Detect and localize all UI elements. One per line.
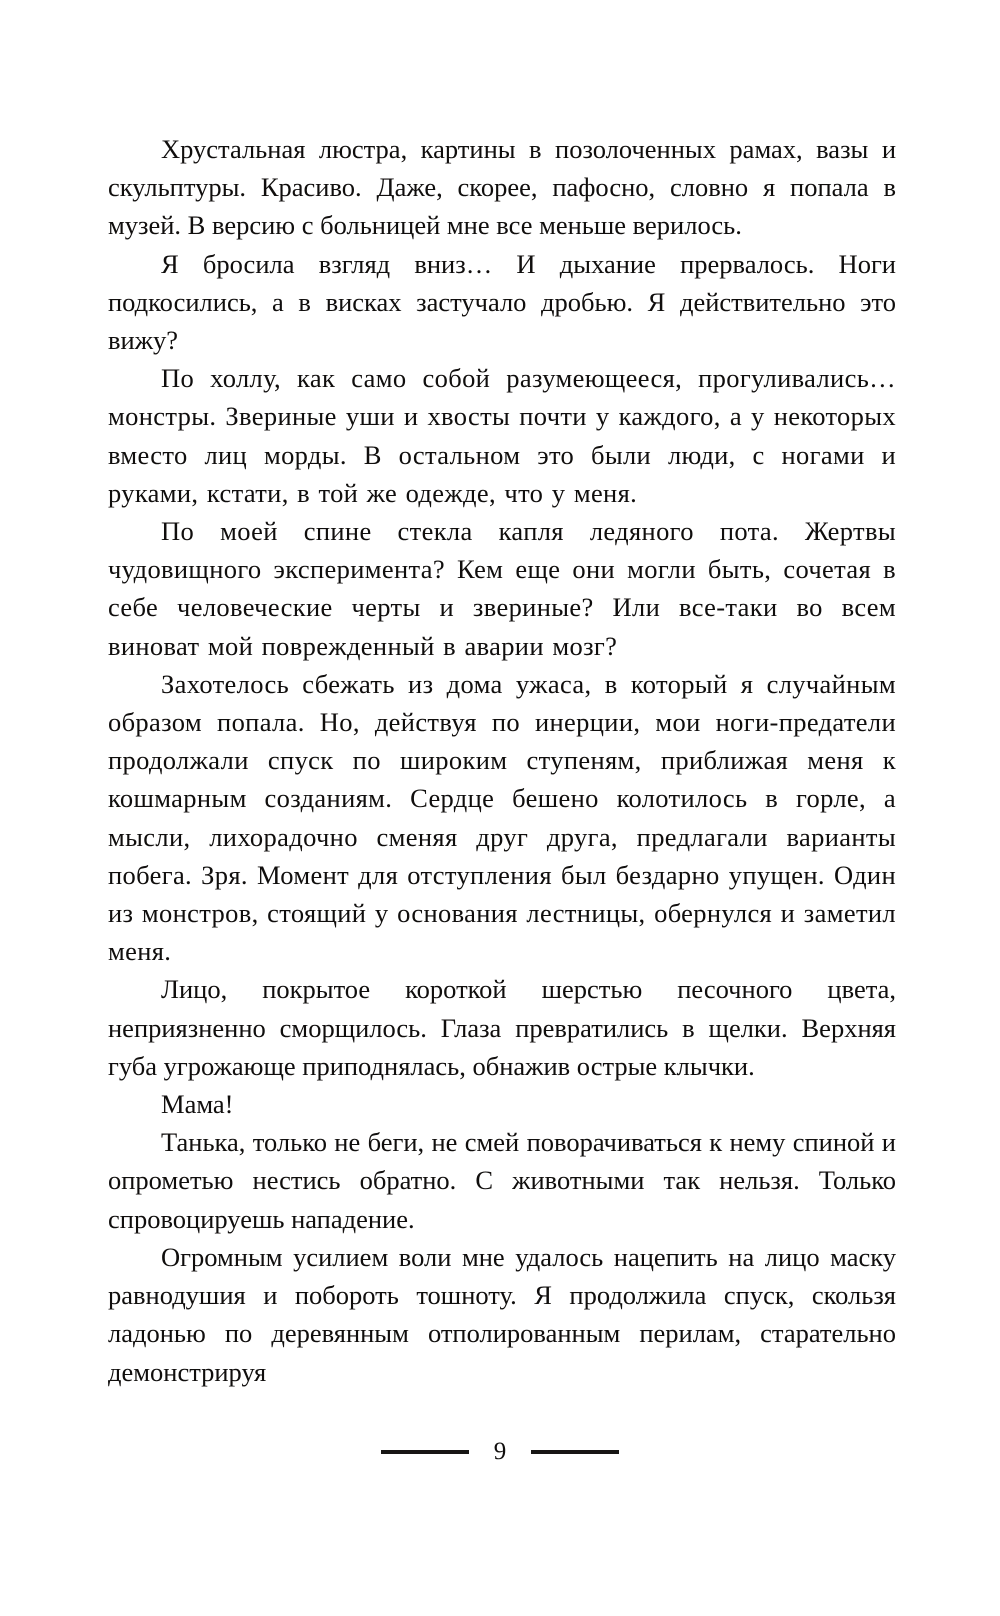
footer-rule-right: [531, 1450, 619, 1454]
paragraph: Мама!: [161, 1089, 234, 1120]
page-footer: [0, 1432, 1000, 1472]
footer-rule-left: [381, 1450, 469, 1454]
paragraph: По холлу, как само собой разумеющееся, прогуливались… монстры. Звериные уши и хвосты почти у каждого, а у некоторых вместо лиц морды. В остальном это были люди, с ногами и руками, кстати, в той же одежде, что у меня.: [108, 363, 896, 508]
paragraph: Хрустальная люстра, картины в позолоченных рамах, вазы и скульптуры. Красиво. Даже, скорее, пафосно, словно я попала в музей. В версию с больницей мне все меньше верилось.: [108, 134, 896, 241]
paragraph: Танька, только не беги, не смей поворачиваться к нему спиной и опрометью нестись обратно. С животными так нельзя. Только спровоцируешь нападение.: [108, 1127, 896, 1234]
paragraph: Захотелось сбежать из дома ужаса, в который я случайным образом попала. Но, действуя по инерции, мои ноги-предатели продолжали спуск по широким ступеням, приближая меня к кошмарным созданиям. Сердце бешено колотилось в горле, а мысли, лихорадочно сменяя друг друга, предлагали варианты побега. Зря. Момент для отступления был бездарно упущен. Один из монстров, стоящий у основания лестницы, обернулся и заметил меня.: [108, 668, 896, 967]
page-body-text: [108, 130, 896, 1391]
page-number: 9: [493, 1438, 507, 1465]
paragraph: Огромным усилием воли мне удалось нацепить на лицо маску равнодушия и побороть тошноту. Я продолжила спуск, скользя ладонью по деревянным отполированным перилам, старательно демонстрируя: [108, 1241, 896, 1387]
paragraph: Лицо, покрытое короткой шерстью песочного цвета, неприязненно сморщилось. Глаза превратились в щелки. Верхняя губа угрожающе приподнялась, обнажив острые клычки.: [108, 974, 896, 1081]
paragraph: По моей спине стекла капля ледяного пота. Жертвы чудовищного эксперимента? Кем еще они могли быть, сочетая в себе человеческие черты и звериные? Или все-таки во всем виноват мой поврежденный в аварии мозг?: [108, 516, 896, 661]
paragraph: Я бросила взгляд вниз… И дыхание прервалось. Ноги подкосились, а в висках застучало дробью. Я действительно это вижу?: [108, 248, 896, 356]
